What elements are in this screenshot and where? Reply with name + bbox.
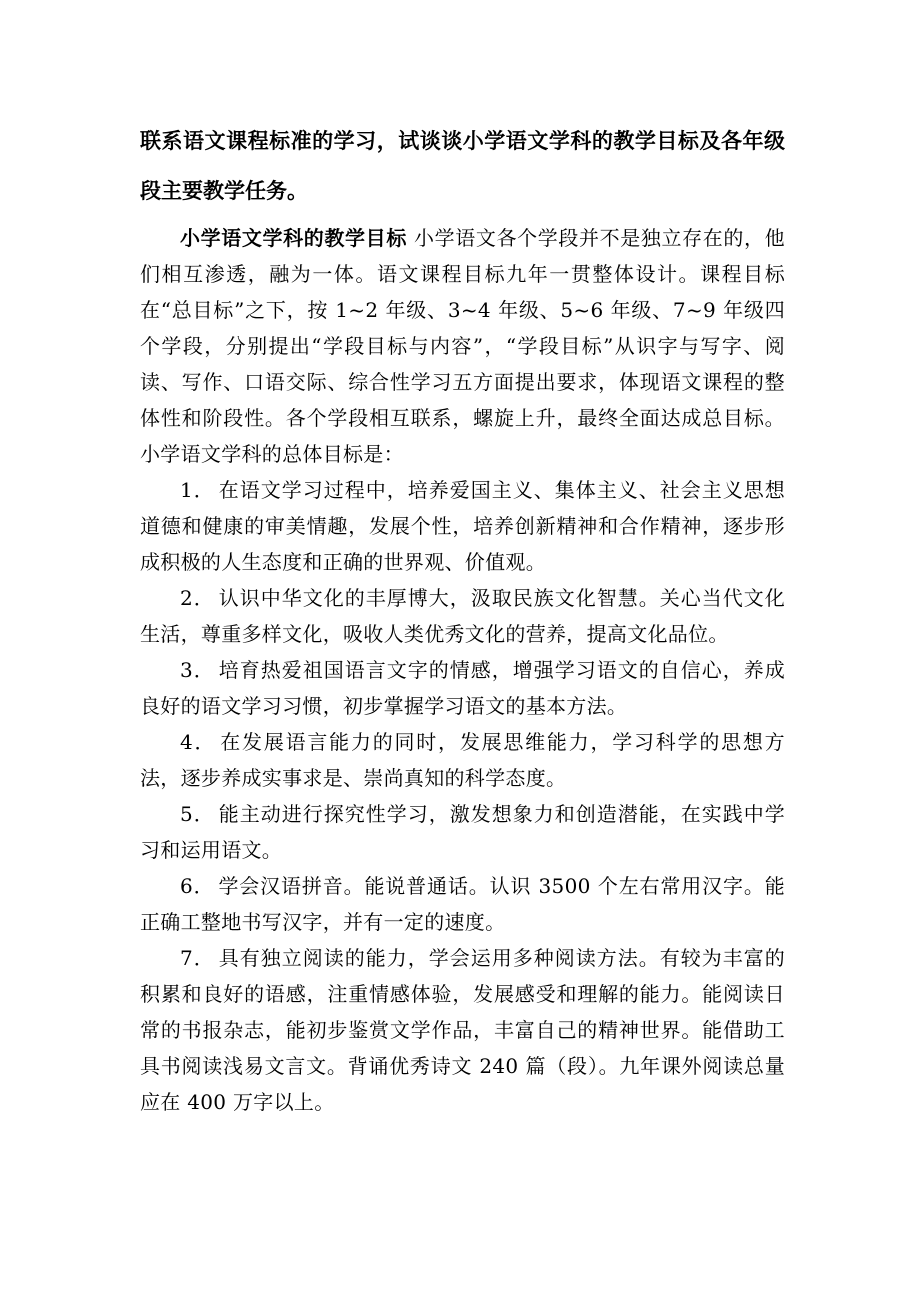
goal-text: 认识中华文化的丰厚博大，汲取民族文化智慧。关心当代文化生活，尊重多样文化，吸收人类优秀文化的营养，提高文化品位。 (140, 586, 785, 646)
intro-paragraph (140, 220, 785, 472)
goal-item-2 (140, 580, 785, 652)
intro-lead-heading: 小学语文学科的教学目标 (180, 226, 407, 250)
goal-text: 能主动进行探究性学习，激发想象力和创造潜能，在实践中学习和运用语文。 (140, 802, 785, 862)
goal-number: 4． (180, 730, 217, 754)
goal-text: 在语文学习过程中，培养爱国主义、集体主义、社会主义思想道德和健康的审美情趣，发展个性，培养创新精神和合作精神，逐步形成积极的人生态度和正确的世界观、价值观。 (140, 478, 785, 574)
goal-text: 具有独立阅读的能力，学会运用多种阅读方法。有较为丰富的积累和良好的语感，注重情感体验，发展感受和理解的能力。能阅读日常的书报杂志，能初步鉴赏文学作品，丰富自己的精神世界。能借助工具书阅读浅易文言文。背诵优秀诗文 240 篇（段）。九年课外阅读总量应在 400 万字以上。 (140, 946, 785, 1114)
goal-text: 在发展语言能力的同时，发展思维能力，学习科学的思想方法，逐步养成实事求是、崇尚真知的科学态度。 (140, 730, 785, 790)
goal-number: 1． (180, 478, 215, 502)
goal-text: 学会汉语拼音。能说普通话。认识 3500 个左右常用汉字。能正确工整地书写汉字，并有一定的速度。 (140, 874, 785, 934)
goal-item-7 (140, 940, 785, 1120)
goal-item-5 (140, 796, 785, 868)
goal-item-3 (140, 652, 785, 724)
goal-item-1 (140, 472, 785, 580)
intro-text: 小学语文各个学段并不是独立存在的，他们相互渗透，融为一体。语文课程目标九年一贯整体设计。课程目标在“总目标”之下，按 1~2 年级、3~4 年级、5~6 年级、7~9 年级四个学段，分别提出“学段目标与内容”，“学段目标”从识字与写字、阅读、写作、口语交际、综合性学习五方面提出要求，体现语文课程的整体性和阶段性。各个学段相互联系，螺旋上升，最终全面达成总目标。小学语文学科的总体目标是： (140, 226, 785, 466)
goal-number: 7． (180, 946, 215, 970)
document-page (140, 116, 785, 1120)
document-title: 联系语文课程标准的学习，试谈谈小学语文学科的教学目标及各年级段主要教学任务。 (140, 129, 785, 203)
goal-number: 6． (180, 874, 215, 898)
goal-item-4 (140, 724, 785, 796)
goal-text: 培育热爱祖国语言文字的情感，增强学习语文的自信心，养成良好的语文学习习惯，初步掌握学习语文的基本方法。 (140, 658, 785, 718)
goal-number: 3． (180, 658, 215, 682)
goal-item-6 (140, 868, 785, 940)
goal-number: 2． (180, 586, 215, 610)
goal-number: 5． (180, 802, 215, 826)
